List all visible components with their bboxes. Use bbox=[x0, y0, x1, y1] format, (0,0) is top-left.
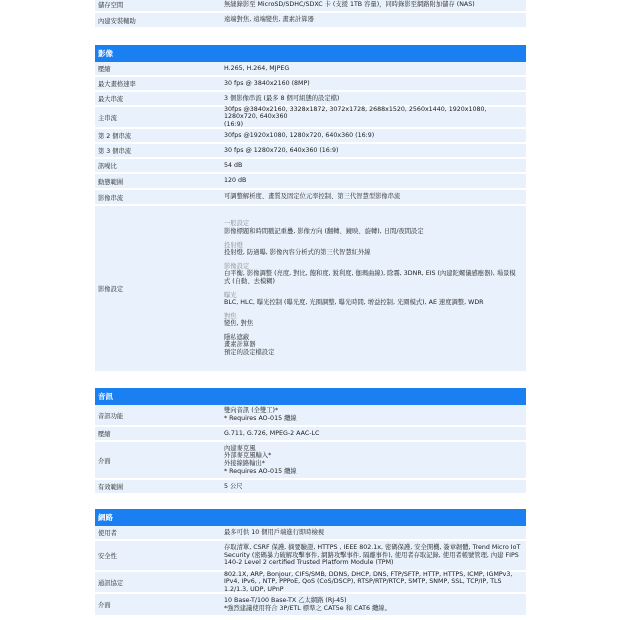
value-line: 3 個影像串流 (最多 8 個可組態的設定檔) bbox=[224, 94, 340, 102]
value-line: 白平衡, 影像調整 (亮度, 對比, 飽和度, 銳利度, 伽瑪曲線), 除霧, 3DNR, EIS (內建陀螺儀感應器), 場景模式 (自動、去模糊) bbox=[224, 270, 516, 285]
spec-row bbox=[95, 144, 526, 159]
value-line: 影像標題和時間戳記重疊, 影像方向 (翻轉、鏡映、旋轉), 日間/夜間設定 bbox=[224, 227, 424, 235]
spec-value bbox=[224, 92, 526, 105]
value-line: 30fps @1920x1080, 1280x720, 640x360 (16:9) bbox=[224, 131, 375, 139]
spec-value bbox=[224, 144, 526, 157]
group-title: 對焦 bbox=[224, 312, 237, 320]
spec-label: 最大畫格速率 bbox=[98, 81, 136, 88]
spec-row bbox=[95, 480, 526, 495]
value-line: 30 fps @ 1280x720, 640x360 (16:9) bbox=[224, 146, 339, 154]
setting-group bbox=[224, 242, 522, 257]
spec-value bbox=[224, 107, 526, 127]
spec-value bbox=[224, 480, 526, 493]
spec-value bbox=[224, 526, 526, 539]
setting-group bbox=[224, 220, 522, 235]
spec-label: 最大串流 bbox=[98, 96, 124, 103]
spec-row bbox=[95, 174, 526, 190]
spec-label: 壓縮 bbox=[98, 66, 111, 73]
spec-label: 使用者 bbox=[98, 530, 117, 537]
spec-row bbox=[95, 107, 526, 129]
spec-label: 通訊協定 bbox=[98, 579, 124, 587]
spec-row bbox=[95, 13, 526, 29]
value-line: 可調整解析度、畫質及固定位元率控制、第三代智慧型影像串流 bbox=[224, 193, 401, 201]
spec-row bbox=[95, 159, 526, 174]
spec-value bbox=[224, 572, 526, 592]
section-header: 網路 bbox=[95, 509, 526, 526]
value-line: 投射燈, 防過曝, 影像內容分析式的第三代智慧紅外線 bbox=[224, 249, 371, 257]
spec-row bbox=[95, 594, 526, 617]
spec-row bbox=[95, 77, 526, 92]
value-line: 30 fps @ 3840x2160 (8MP) bbox=[224, 79, 310, 87]
setting-group bbox=[224, 263, 522, 286]
value-line: BLC, HLC, 曝光控制 (曝光度, 光圈調整, 曝光時間, 增益控制, 光圈模式), AE 速度調整, WDR bbox=[224, 299, 484, 307]
spec-row bbox=[95, 572, 526, 594]
spec-value bbox=[224, 190, 526, 204]
value-line: 內建麥克風 bbox=[224, 444, 256, 452]
section-header: 影像 bbox=[95, 45, 526, 62]
spec-label: 影像設定 bbox=[98, 286, 124, 293]
spec-label: 介面 bbox=[98, 457, 111, 465]
spec-value bbox=[224, 159, 526, 172]
spec-section bbox=[95, 45, 526, 373]
value-line: H.265, H.264, MJPEG bbox=[224, 64, 290, 72]
value-line: 預定的設定檔設定 bbox=[224, 349, 275, 357]
spec-value bbox=[224, 62, 526, 75]
value-line: 外接線路輸出* bbox=[224, 460, 265, 467]
value-line: 無縫錄影至 MicroSD/SDHC/SDXC 卡 (支援 1TB 容量)，同時錄影至網路附加儲存 (NAS) bbox=[224, 0, 475, 8]
spec-row bbox=[95, 190, 526, 206]
spec-value bbox=[224, 405, 526, 425]
spec-label: 有效範圍 bbox=[98, 484, 124, 491]
value-line: 變焦, 對焦 bbox=[224, 320, 254, 328]
spec-section bbox=[95, 388, 526, 495]
spec-value bbox=[224, 174, 526, 188]
value-line: 54 dB bbox=[224, 161, 243, 169]
value-line: 10 Base-T/100 Base-TX 乙太網路 (RJ-45) bbox=[224, 596, 347, 604]
spec-label: 內建安裝輔助 bbox=[98, 17, 136, 25]
value-line: (16:9) bbox=[224, 120, 244, 128]
spec-row bbox=[95, 206, 526, 373]
setting-group bbox=[224, 313, 522, 328]
spec-row bbox=[95, 442, 526, 480]
spec-row bbox=[95, 526, 526, 541]
value-line: 外部麥克風輸入* bbox=[224, 452, 272, 460]
spec-label: 影像串流 bbox=[98, 194, 124, 202]
value-line: 遠端對焦, 遠端變焦, 畫素計算器 bbox=[224, 16, 314, 24]
spec-value bbox=[224, 442, 526, 478]
value-line: G.711, G.726, MPEG-2 AAC-LC bbox=[224, 429, 320, 437]
spec-section bbox=[95, 0, 526, 29]
setting-group bbox=[224, 292, 522, 307]
spec-value bbox=[224, 594, 526, 615]
value-line: 30fps @3840x2160, 3328x1872, 3072x1728, 2688x1520, 2560x1440, 1920x1080, 1280x720, 640x360 bbox=[224, 105, 489, 121]
spec-value bbox=[224, 0, 526, 11]
spec-label: 壓縮 bbox=[98, 431, 111, 438]
spec-value bbox=[224, 206, 526, 371]
group-title: 投射燈 bbox=[224, 241, 243, 249]
spec-row bbox=[95, 427, 526, 442]
group-title: 曝光 bbox=[224, 291, 237, 299]
spec-label: 第 3 個串流 bbox=[98, 148, 132, 155]
spec-label: 音訊功能 bbox=[98, 412, 124, 420]
spec-value bbox=[224, 541, 526, 570]
spec-label: 主串流 bbox=[98, 114, 117, 122]
value-line: 存取清單, CSRF 保護, 摘要驗證, HTTPS , IEEE 802.1x, 密碼保護, 安全開機, 簽章韌體, Trend Micro IoT Security (密碼暴力破解攻擊事件, 網路攻擊事件, 隔離事件), 使用者存取記錄, 使用者帳號管理, 內建 FIPS 140-2 Level 2 certified Trusted Platform Module (TPM) bbox=[224, 544, 523, 567]
spec-value bbox=[224, 129, 526, 142]
value-line: * Requires AO-015 纜線 bbox=[224, 415, 297, 422]
value-line: *強烈建議使用符合 3P/ETL 標準之 CAT5e 和 CAT6 纜線。 bbox=[224, 604, 391, 612]
spec-label: 訊噪比 bbox=[98, 163, 117, 170]
spec-row bbox=[95, 129, 526, 144]
spec-label: 安全性 bbox=[98, 553, 117, 560]
group-title: 影像設定 bbox=[224, 262, 250, 270]
spec-label: 儲存空間 bbox=[98, 2, 124, 9]
value-line: 畫素計算器 bbox=[224, 341, 256, 349]
value-line: * Requires AO-015 纜線 bbox=[224, 467, 297, 475]
spec-value bbox=[224, 13, 526, 27]
value-line: 5 公尺 bbox=[224, 482, 243, 490]
section-header: 音訊 bbox=[95, 388, 526, 405]
value-line: 最多可供 10 個用戶端進行即時檢視 bbox=[224, 528, 325, 536]
spec-value bbox=[224, 427, 526, 440]
spec-row bbox=[95, 0, 526, 13]
value-line: 隱私遮蔽 bbox=[224, 333, 250, 341]
spec-label: 介面 bbox=[98, 602, 111, 609]
spec-label: 第 2 個串流 bbox=[98, 133, 132, 140]
spec-row bbox=[95, 541, 526, 572]
value-line: 雙向音訊 (全雙工)* bbox=[224, 407, 279, 415]
spec-value bbox=[224, 77, 526, 90]
spec-section bbox=[95, 509, 526, 617]
group-title: 一般設定 bbox=[224, 220, 250, 228]
value-line: 802.1X, ARP, Bonjour, CIFS/SMB, DDNS, DHCP, DNS, FTP/SFTP, HTTP, HTTPS, ICMP, IGMPv3, IPv4, IPv6, , NTP, PPPoE, QoS (CoS/DSCP), RTSP/RTP/RTCP, SMTP, SNMP, SSL, TCP/IP, TLS 1.2/1.3, UDP, UPnP bbox=[224, 570, 515, 593]
value-line: 120 dB bbox=[224, 177, 247, 185]
spec-row bbox=[95, 405, 526, 427]
setting-group bbox=[224, 334, 522, 357]
spec-row bbox=[95, 62, 526, 77]
spec-label: 動態範圍 bbox=[98, 178, 124, 186]
